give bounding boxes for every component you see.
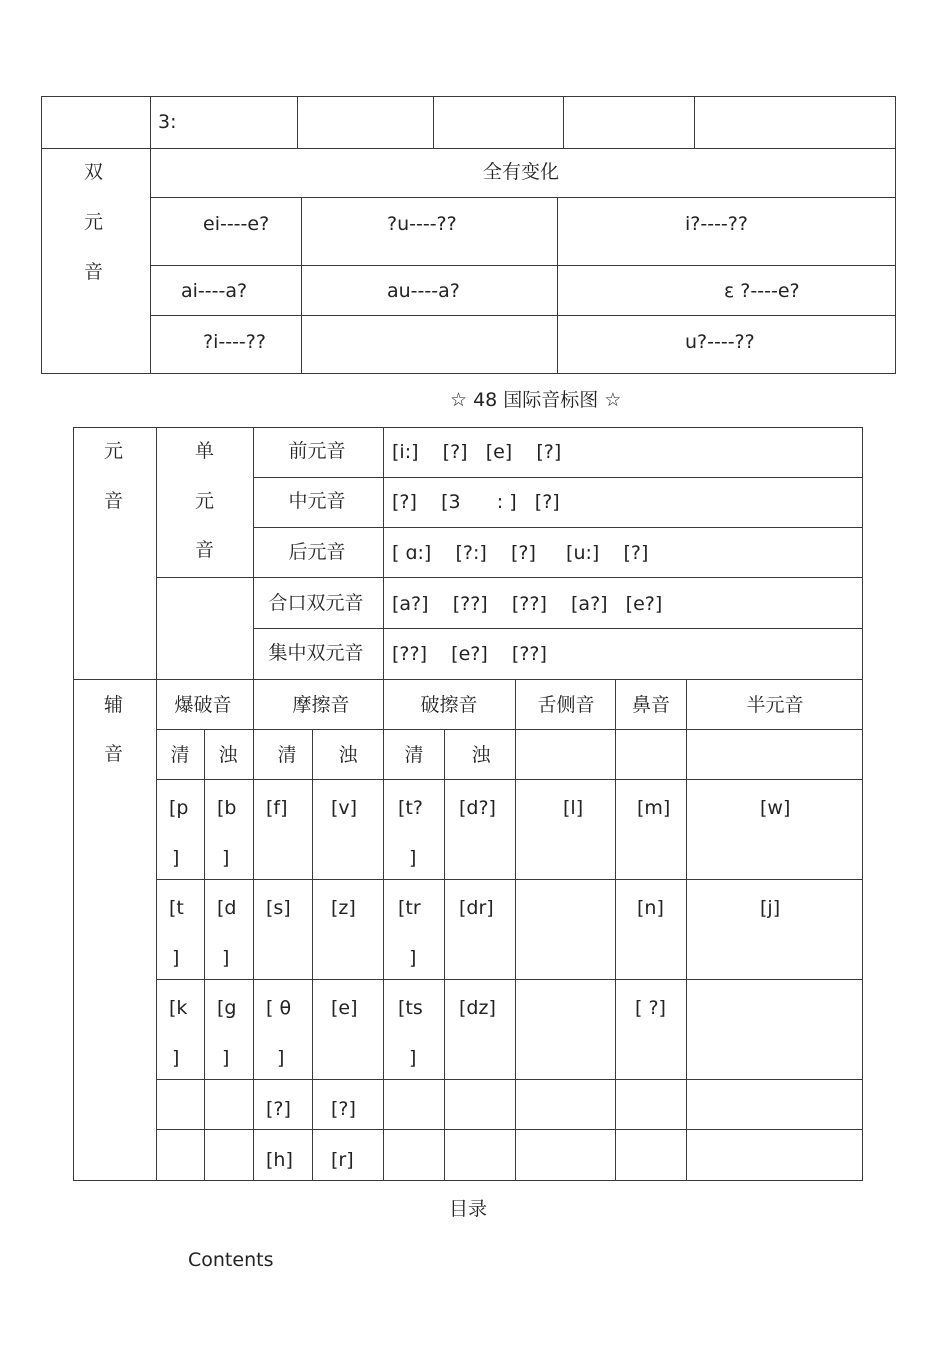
vowel-row-symbols: [a?] [??] [??] [a?] [e?] <box>392 593 663 615</box>
consonant-symbol-bracket: ] <box>277 1047 285 1069</box>
rule <box>253 628 863 629</box>
voiced-label: 浊 <box>338 744 358 766</box>
all-change-label: 全有变化 <box>482 161 560 183</box>
voiceless-label: 清 <box>277 744 297 766</box>
rule <box>41 148 896 149</box>
rule <box>156 427 157 1181</box>
rule <box>253 427 254 1181</box>
diphthong-pair: i?----?? <box>685 213 748 235</box>
row-header-char: 元 <box>84 211 104 233</box>
consonant-symbol-bracket: ] <box>172 947 180 969</box>
vowel-row-symbols: [i:] [?] [e] [?] <box>392 441 562 463</box>
consonant-symbol: [?] <box>331 1098 356 1120</box>
row-header-char: 双 <box>84 161 104 183</box>
rule <box>253 527 863 528</box>
consonant-symbol-bracket: ] <box>222 847 230 869</box>
consonant-symbol: [ θ <box>266 997 292 1019</box>
voiceless-label: 清 <box>404 744 424 766</box>
rule <box>694 96 695 148</box>
consonant-symbol: [n] <box>637 897 664 919</box>
rule <box>156 879 863 880</box>
consonant-symbol: [dr] <box>459 897 494 919</box>
diphthong-pair: au----a? <box>387 280 460 302</box>
category-plosive: 爆破音 <box>174 694 232 716</box>
consonant-symbol-bracket: ] <box>172 1047 180 1069</box>
rule <box>204 729 205 1181</box>
toc-title: 目录 <box>448 1198 488 1220</box>
rule <box>150 265 896 266</box>
rule <box>862 427 863 1181</box>
monophthong-header-char: 音 <box>195 539 215 561</box>
consonant-symbol: [ ?] <box>635 997 666 1019</box>
rule <box>156 779 863 780</box>
category-semivowel: 半元音 <box>746 694 804 716</box>
diphthong-pair: ?i----?? <box>203 331 266 353</box>
consonant-symbol: [w] <box>760 797 791 819</box>
consonant-symbol: [k <box>169 997 188 1019</box>
consonant-symbol-bracket: ] <box>409 847 417 869</box>
category-affricate: 破擦音 <box>420 694 478 716</box>
consonant-symbol: [g <box>217 997 237 1019</box>
rule <box>150 197 896 198</box>
consonant-symbol: [m] <box>637 797 671 819</box>
rule <box>156 1079 863 1080</box>
vowel-row-label: 后元音 <box>288 541 346 563</box>
rule <box>312 729 313 1181</box>
voiced-label: 浊 <box>218 744 238 766</box>
vowel-header-char: 元 <box>104 440 124 462</box>
rule <box>895 96 896 374</box>
consonant-symbol: [tr <box>398 897 421 919</box>
diphthong-pair: u?----?? <box>685 331 755 353</box>
rule <box>383 427 384 1181</box>
vowel-row-label: 合口双元音 <box>268 592 364 614</box>
rule <box>557 197 558 374</box>
diphthong-pair: ?u----?? <box>387 213 457 235</box>
consonant-symbol: [dz] <box>459 997 496 1019</box>
rule <box>150 315 896 316</box>
monophthong-header-char: 元 <box>195 490 215 512</box>
consonant-header-char: 音 <box>104 743 124 765</box>
rule <box>515 679 516 1181</box>
consonant-symbol-bracket: ] <box>409 1047 417 1069</box>
consonant-symbol: [f] <box>266 797 288 819</box>
vowel-row-label: 中元音 <box>288 490 346 512</box>
consonant-symbol: [h] <box>266 1149 293 1171</box>
vowel-row-label: 前元音 <box>288 440 346 462</box>
vowel-row-symbols: [?] [3 : ] [?] <box>392 491 560 513</box>
vowel-row-symbols: [??] [e?] [??] <box>392 643 547 665</box>
rule <box>615 679 616 1181</box>
rule <box>156 577 863 578</box>
rule <box>150 96 151 374</box>
consonant-symbol: [z] <box>331 897 356 919</box>
rule <box>156 979 863 980</box>
rule <box>563 96 564 148</box>
consonant-symbol: [e] <box>331 997 358 1019</box>
rule <box>686 679 687 1181</box>
rule <box>73 427 74 1181</box>
vowel-header-char: 音 <box>104 490 124 512</box>
vowel-row-label: 集中双元音 <box>268 642 364 664</box>
top-row-cell: 3: <box>158 111 177 133</box>
rule <box>444 729 445 1181</box>
rule <box>253 477 863 478</box>
voiceless-label: 清 <box>170 744 190 766</box>
diphthong-pair: ei----e? <box>203 213 270 235</box>
diphthong-pair: ai----a? <box>181 280 248 302</box>
category-lateral: 舌侧音 <box>537 694 595 716</box>
consonant-symbol: [p <box>169 797 189 819</box>
consonant-symbol: [r] <box>331 1149 354 1171</box>
consonant-symbol: [l] <box>563 797 584 819</box>
voiced-label: 浊 <box>471 744 491 766</box>
vowel-row-symbols: [ ɑ:] [?:] [?] [u:] [?] <box>392 542 649 564</box>
rule <box>41 373 896 374</box>
consonant-symbol-bracket: ] <box>222 1047 230 1069</box>
rule <box>297 96 298 148</box>
consonant-symbol: [t? <box>398 797 423 819</box>
consonant-symbol-bracket: ] <box>409 947 417 969</box>
consonant-symbol: [ts <box>398 997 423 1019</box>
category-fricative: 摩擦音 <box>292 694 350 716</box>
consonant-symbol: [b <box>217 797 237 819</box>
consonant-symbol: [s] <box>266 897 291 919</box>
category-nasal: 鼻音 <box>631 694 671 716</box>
rule <box>156 1129 863 1130</box>
rule <box>73 1180 863 1181</box>
rule <box>73 427 863 428</box>
rule <box>156 729 863 730</box>
consonant-symbol: [?] <box>266 1098 291 1120</box>
consonant-symbol: [d?] <box>459 797 496 819</box>
monophthong-header-char: 单 <box>195 440 215 462</box>
diphthong-pair: ε ?----e? <box>724 280 800 302</box>
rule <box>301 197 302 374</box>
rule <box>433 96 434 148</box>
rule <box>41 96 896 97</box>
consonant-symbol: [j] <box>760 897 781 919</box>
consonant-symbol: [t <box>169 897 184 919</box>
chart-caption: ☆ 48 国际音标图 ☆ <box>450 389 622 411</box>
consonant-header-char: 辅 <box>104 694 124 716</box>
consonant-symbol-bracket: ] <box>222 947 230 969</box>
consonant-symbol: [v] <box>331 797 358 819</box>
consonant-symbol-bracket: ] <box>172 847 180 869</box>
rule <box>41 96 42 374</box>
row-header-char: 音 <box>84 261 104 283</box>
contents-label: Contents <box>188 1249 274 1271</box>
consonant-symbol: [d <box>217 897 237 919</box>
rule <box>73 679 863 680</box>
